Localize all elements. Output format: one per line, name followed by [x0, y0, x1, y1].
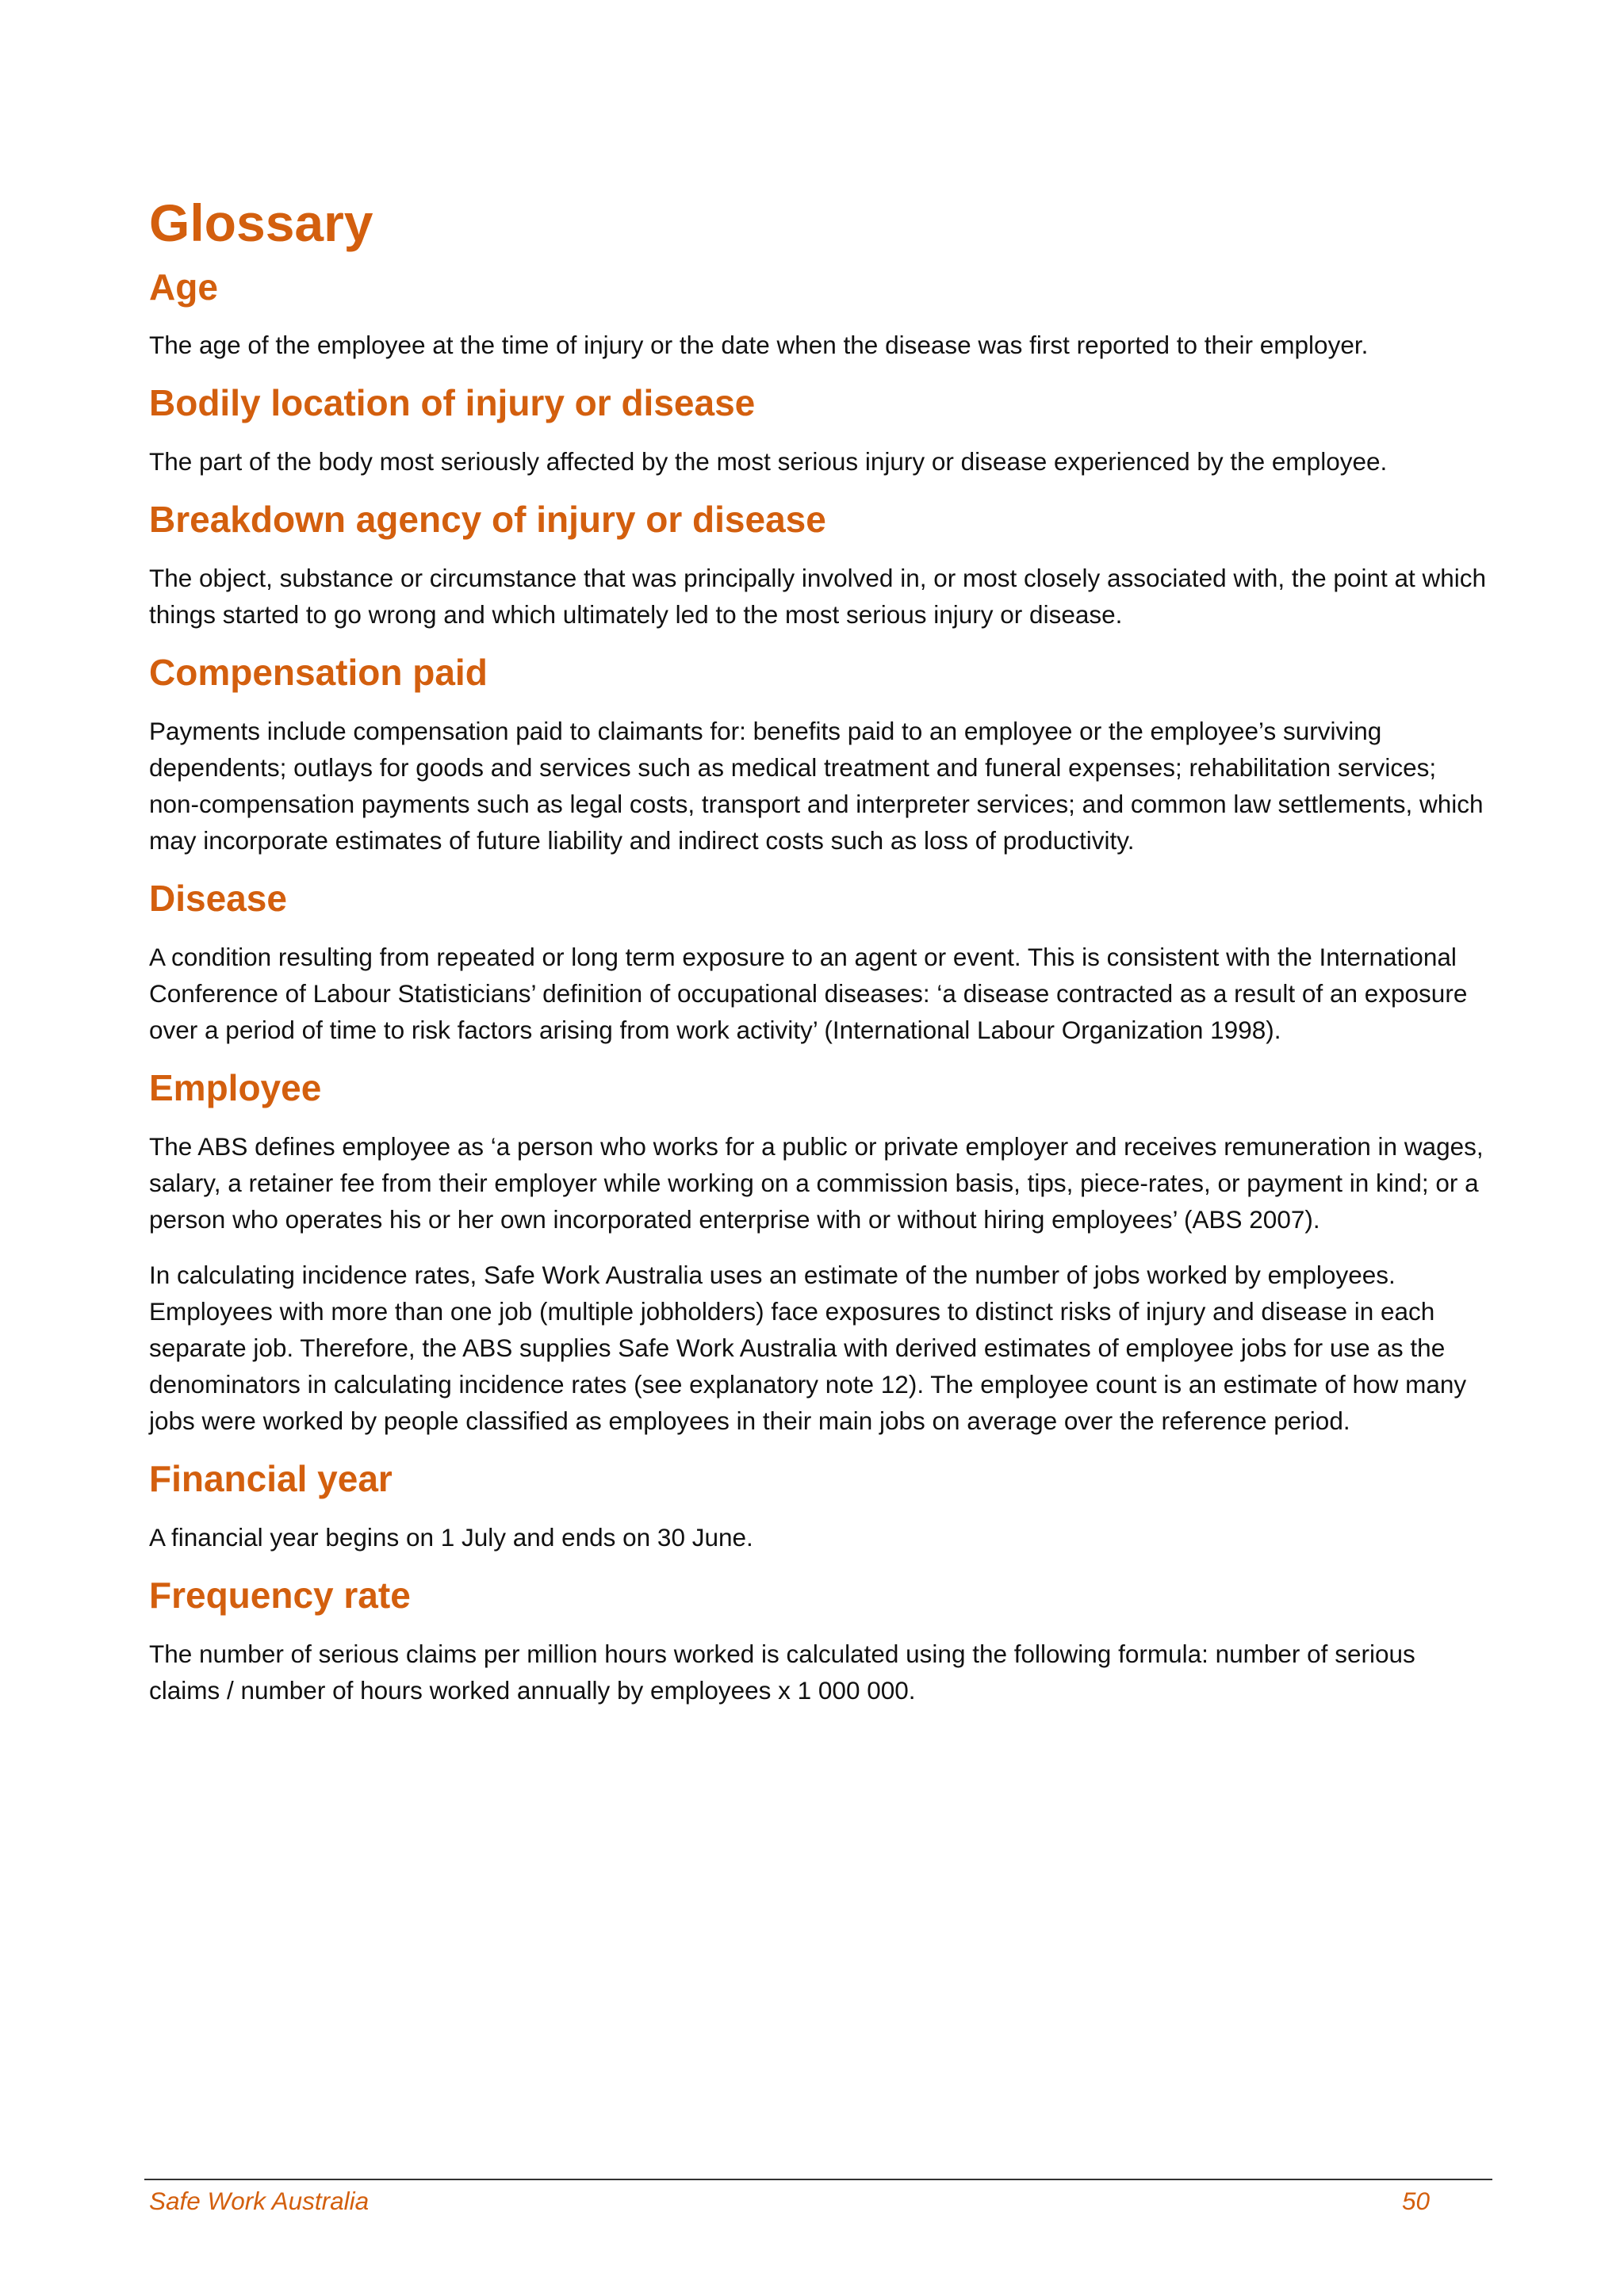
- glossary-entry-employee: [149, 1067, 1489, 1439]
- entry-term: Age: [149, 266, 218, 308]
- entry-definition: In calculating incidence rates, Safe Work Australia uses an estimate of the number of jobs worked by employees. Employees with more than one job (multiple jobholders) face exposures to distinct risks of injury and disease in each separate job. Therefore, the ABS supplies Safe Work Australia with derived estimates of employee jobs for use as the denominators in calculating incidence rates (see explanatory note 12). The employee count is an estimate of how many jobs were worked by people classified as employees in their main jobs on average over the reference period.: [149, 1260, 1467, 1435]
- entry-term: Bodily location of injury or disease: [149, 382, 756, 424]
- entry-term: Frequency rate: [149, 1574, 411, 1616]
- glossary-entry-age: [149, 266, 1489, 364]
- glossary-entry-frequency-rate: [149, 1575, 1489, 1709]
- glossary-entry-financial-year: [149, 1458, 1489, 1556]
- entry-definition: The age of the employee at the time of injury or the date when the disease was first reported to their employer.: [149, 331, 1369, 360]
- glossary-entry-disease: [149, 878, 1489, 1048]
- entry-term: Breakdown agency of injury or disease: [149, 499, 826, 541]
- glossary-page: [149, 194, 1489, 1728]
- entry-term: Financial year: [149, 1457, 393, 1499]
- entry-definition: The part of the body most seriously affected by the most serious injury or disease experienced by the employee.: [149, 447, 1388, 476]
- footer-organization: Safe Work Australia: [149, 2187, 370, 2215]
- entry-definition: The object, substance or circumstance that was principally involved in, or most closely associated with, the point at which things started to go wrong and which ultimately led to the most serious injury or disease.: [149, 564, 1487, 629]
- entry-definition: The ABS defines employee as ‘a person who works for a public or private employer and receives remuneration in wages, salary, a retainer fee from their employer while working on a commission basis, tips, piece-rates, or payment in kind; or a person who operates his or her own incorporated enterprise with or without hiring employees’ (ABS 2007).: [149, 1131, 1484, 1234]
- glossary-entry-compensation-paid: [149, 652, 1489, 859]
- footer-page-number: 50: [1402, 2187, 1431, 2215]
- page-title: Glossary: [149, 193, 373, 252]
- glossary-entry-breakdown-agency: [149, 499, 1489, 633]
- entry-definition: A condition resulting from repeated or long term exposure to an agent or event. This is consistent with the International Conference of Labour Statisticians’ definition of occupational diseases: ‘a disease contracted as a result of an exposure over a period of time to risk factors arising from work activity’ (International Labour Organization 1998).: [149, 943, 1468, 1045]
- entry-definition: A financial year begins on 1 July and ends on 30 June.: [149, 1522, 753, 1552]
- footer-divider: [144, 2179, 1492, 2180]
- entry-term: Employee: [149, 1067, 322, 1109]
- glossary-entry-bodily-location: [149, 382, 1489, 480]
- entry-term: Compensation paid: [149, 652, 488, 694]
- entry-definition: The number of serious claims per million hours worked is calculated using the following formula: number of serious claims / number of hours worked annually by employees x 1 000 000.: [149, 1639, 1415, 1705]
- entry-term: Disease: [149, 878, 287, 920]
- entry-definition: Payments include compensation paid to claimants for: benefits paid to an employee or the employee’s surviving dependents; outlays for goods and services such as medical treatment and funeral expenses; rehabilitation services; non-compensation payments such as legal costs, transport and interpreter services; and common law settlements, which may incorporate estimates of future liability and indirect costs such as loss of productivity.: [149, 717, 1484, 855]
